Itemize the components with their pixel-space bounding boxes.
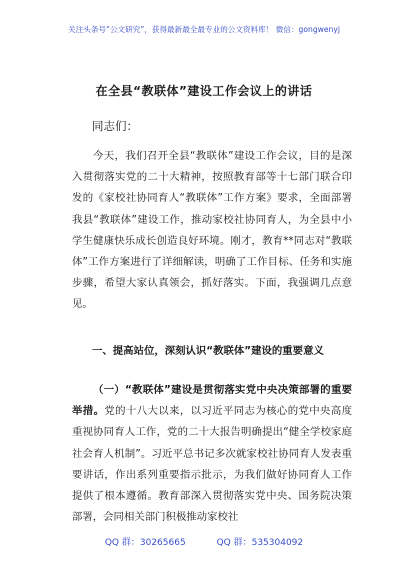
subsection-body-1: 党的十八大以来，以习近平同志为核心的党中央高度重视协同育人工作，党的二十大报告明确提出“健全学校家庭社会育人机制”。习近平总书记多次就家校社协同育人发表重要讲话，作出系列重要指示批示，为我们做好协同育人工作提供了根本遵循。教育部深入贯彻落实党中央、国务院决策部署，会同相关部门积极推动家校社 <box>72 405 353 524</box>
salutation: 同志们： <box>92 119 138 133</box>
footer <box>0 535 408 548</box>
document-title: 在全县“教联体”建设工作会议上的讲话 <box>95 84 313 98</box>
section-heading-1: 一、提高站位，深刻认识“教联体”建设的重要意义 <box>92 345 324 357</box>
footer-qq-group-2: QQ 群：535304092 <box>216 538 304 548</box>
paragraph-intro: 今天，我们召开全县“教联体”建设工作会议，目的是深入贯彻落实党的二十大精神，按照教育部等十七部门联合印发的《家校社协同育人“教联体”工作方案》要求，全面部署我县“教联体”建设工作，推动家校社协同育人，为全县中小学生健康快乐成长创造良好环境。刚才，教育**同志对“教联体”工作方案进行了详细解读，明确了工作目标、任务和实施步骤，希望大家认真领会，抓好落实。下面，我强调几点意见。 <box>72 150 352 311</box>
footer-qq-group-1: QQ 群：30265665 <box>104 538 186 548</box>
subsection-heading-1: （一）“教联体”建设是贯彻落实党中央决策部署的重要举措。 <box>72 384 352 418</box>
paragraph-subsection-1 <box>72 380 352 528</box>
header-banner: 关注头条号“公文研究”，获得最新最全最专业的公文资料库！ 微信：gongwenyj <box>68 25 340 34</box>
